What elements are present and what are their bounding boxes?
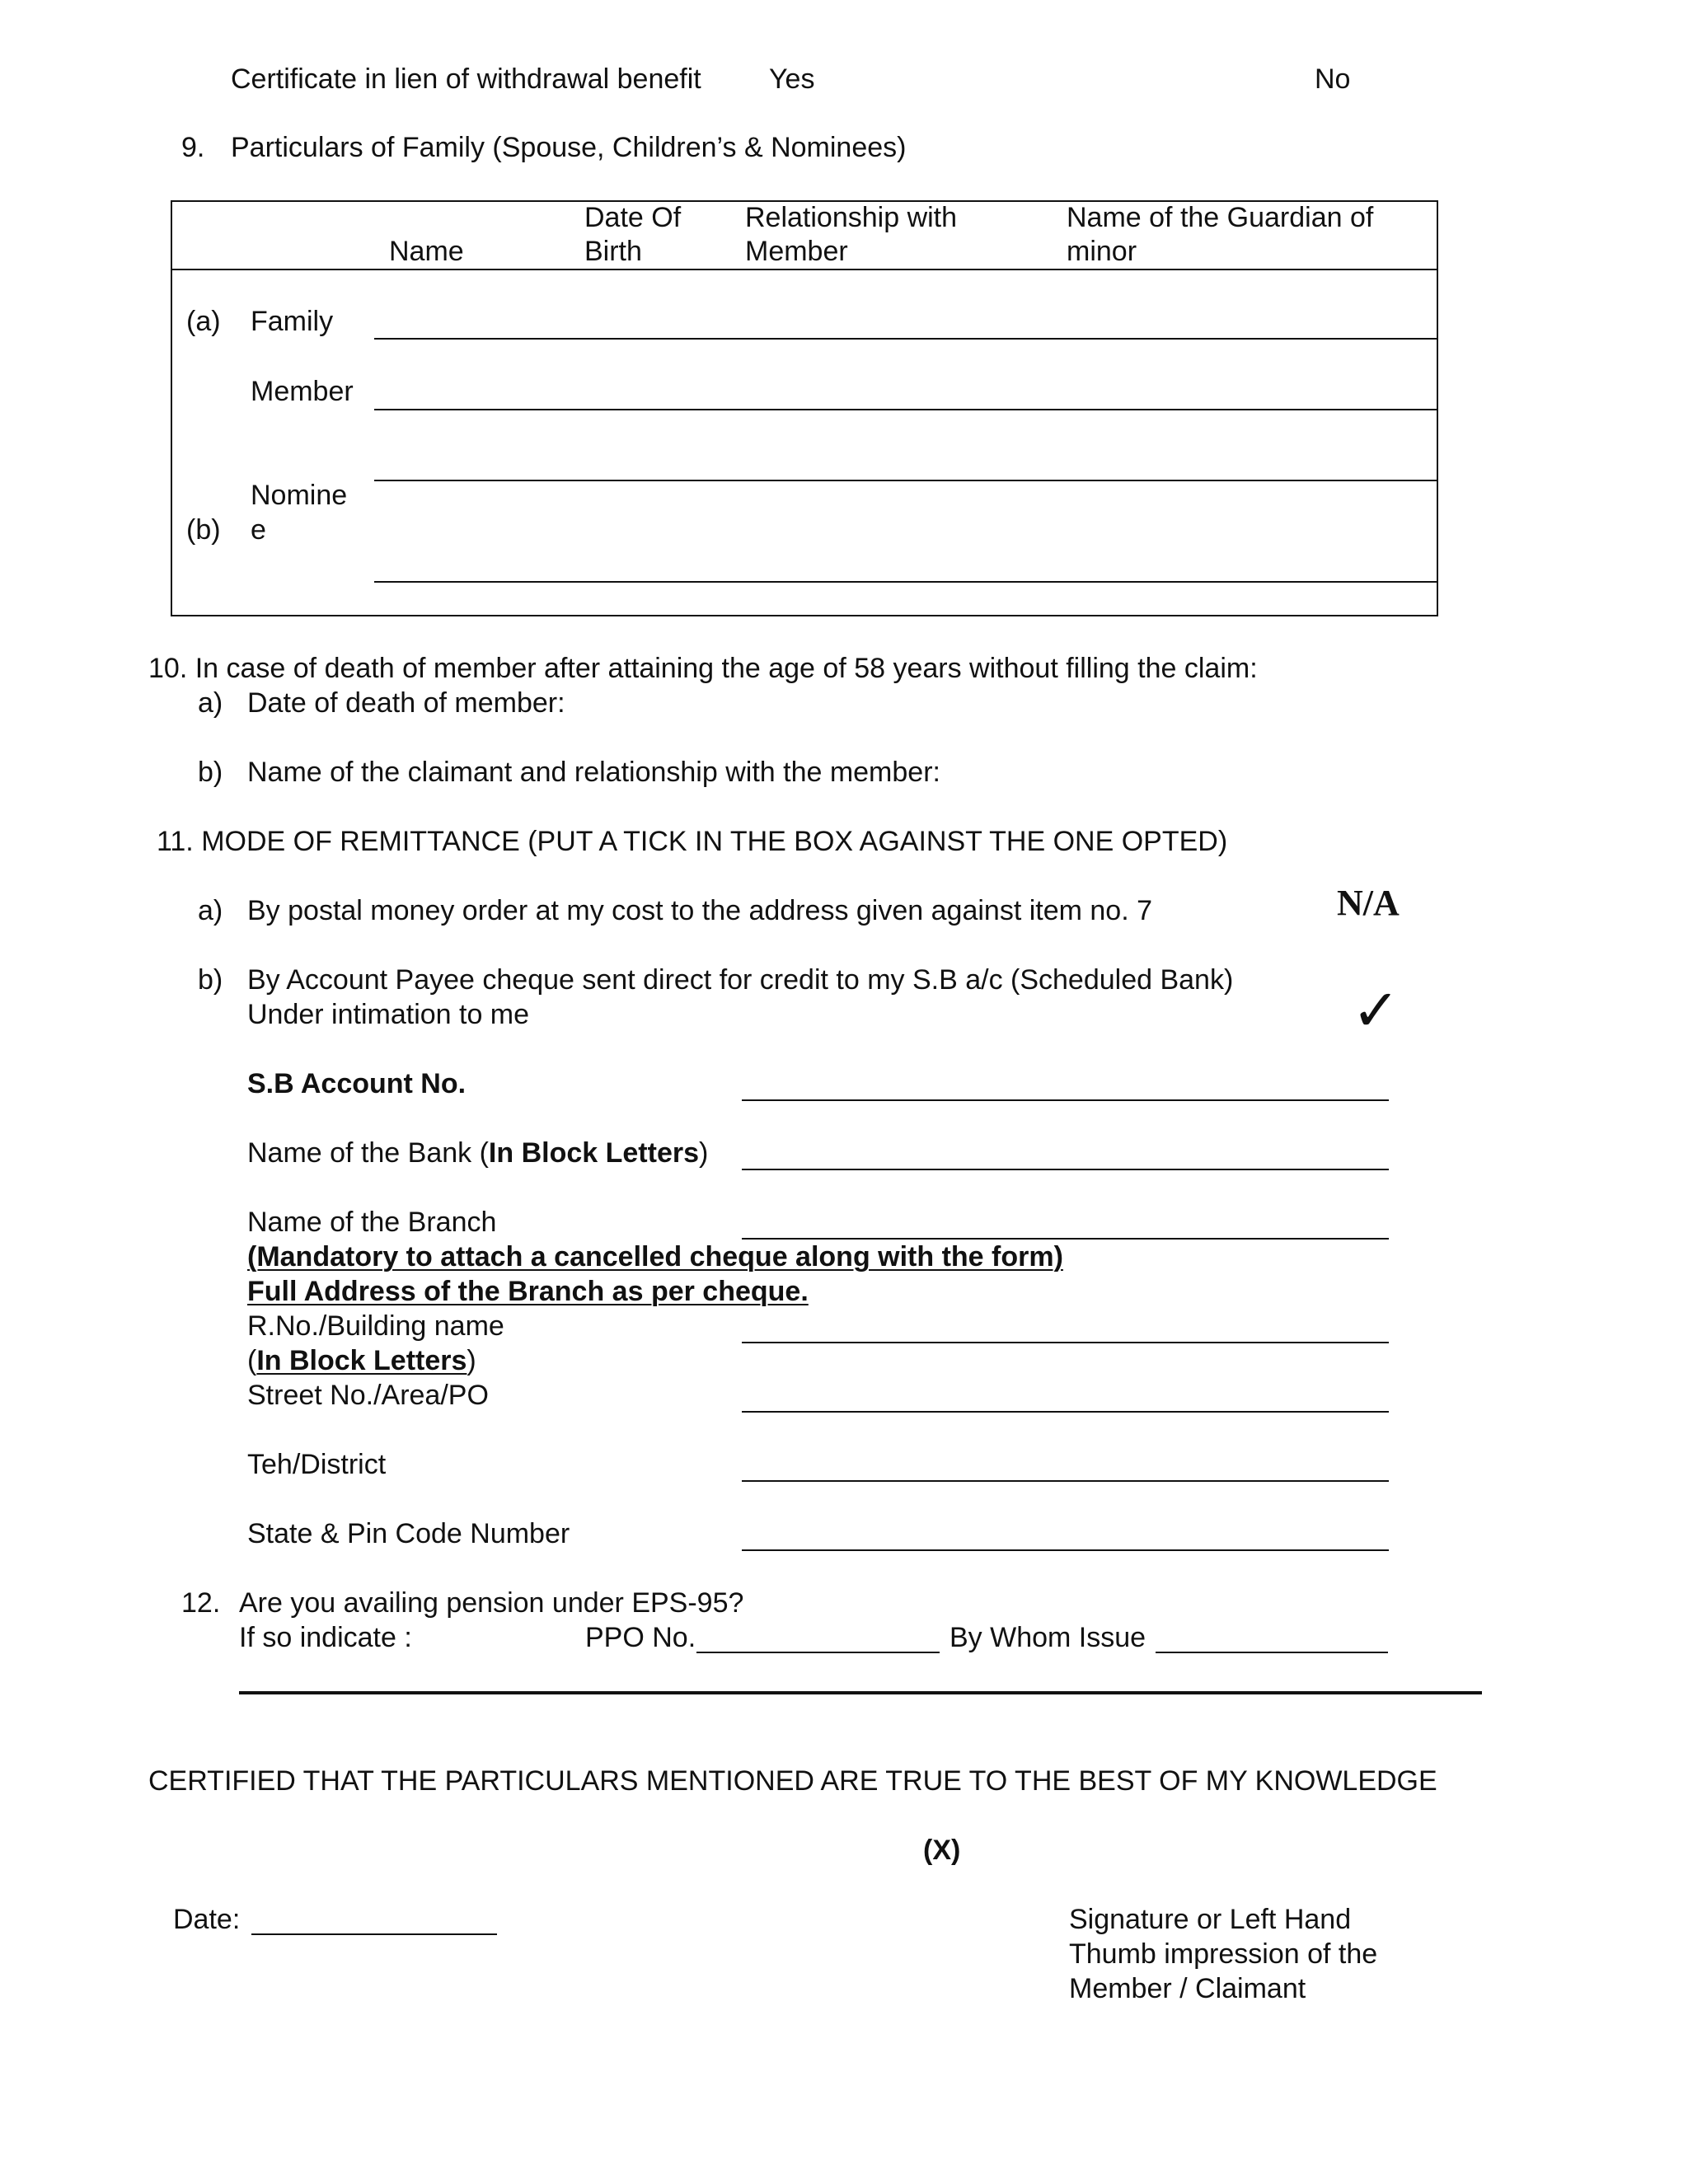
- block-letters-text: In Block Letters: [256, 1345, 467, 1376]
- section-11-b-marker: b): [198, 964, 223, 996]
- section-11-title: 11. MODE OF REMITTANCE (PUT A TICK IN THE BOX AGAINST THE ONE OPTED): [157, 826, 1228, 857]
- signature-label-1: Signature or Left Hand: [1069, 1904, 1352, 1935]
- account-payee-label-1: By Account Payee cheque sent direct for credit to my S.B a/c (Scheduled Bank): [247, 964, 1234, 996]
- signature-label-2: Thumb impression of the: [1069, 1938, 1378, 1970]
- eps-question: Are you availing pension under EPS-95?: [239, 1587, 744, 1619]
- family-member-line-1[interactable]: [374, 338, 1437, 340]
- nominee-line[interactable]: [374, 581, 1437, 583]
- postal-money-order-label: By postal money order at my cost to the address given against item no. 7: [247, 895, 1153, 926]
- by-whom-label: By Whom Issue: [950, 1622, 1146, 1653]
- row-a-marker: (a): [186, 306, 221, 337]
- col-header-guardian-2: minor: [1067, 236, 1137, 267]
- indicate-label: If so indicate :: [239, 1622, 412, 1653]
- block-prefix: (: [247, 1345, 257, 1376]
- building-label: R.No./Building name: [247, 1310, 504, 1342]
- full-address-heading: Full Address of the Branch as per cheque.: [247, 1276, 809, 1307]
- bank-name-label: [247, 1136, 708, 1170]
- branch-name-label: Name of the Branch: [247, 1207, 497, 1238]
- sb-account-field[interactable]: [742, 1099, 1389, 1101]
- bank-name-suffix: ): [699, 1137, 709, 1169]
- block-letters-note: [247, 1343, 476, 1378]
- certified-statement: CERTIFIED THAT THE PARTICULARS MENTIONED ARE TRUE TO THE BEST OF MY KNOWLEDGE: [148, 1765, 1437, 1797]
- section-divider: [239, 1691, 1482, 1694]
- row-a-label-1: Family: [251, 306, 334, 337]
- family-member-line-2[interactable]: [374, 409, 1437, 410]
- bank-name-field[interactable]: [742, 1169, 1389, 1170]
- col-header-relationship-2: Member: [745, 236, 848, 267]
- section-10-title: 10. In case of death of member after attaining the age of 58 years without filling the claim:: [148, 653, 1258, 684]
- state-pin-field[interactable]: [742, 1549, 1389, 1551]
- block-suffix: ): [467, 1345, 476, 1376]
- date-of-death-label: Date of death of member:: [247, 687, 565, 719]
- state-pin-label: State & Pin Code Number: [247, 1518, 570, 1549]
- col-header-guardian-1: Name of the Guardian of: [1067, 202, 1374, 233]
- section-9-title: Particulars of Family (Spouse, Children’s & Nominees): [231, 132, 907, 163]
- col-header-dob-1: Date Of: [584, 202, 682, 233]
- na-mark[interactable]: N/A: [1337, 883, 1400, 923]
- sb-account-label: S.B Account No.: [247, 1068, 467, 1099]
- section-12-number: 12.: [181, 1587, 221, 1619]
- no-option[interactable]: No: [1315, 63, 1351, 95]
- street-field[interactable]: [742, 1411, 1389, 1413]
- tick-mark-icon[interactable]: ✓: [1352, 980, 1400, 1043]
- bank-name-block-letters: In Block Letters: [488, 1137, 699, 1169]
- family-member-line-3[interactable]: [374, 480, 1437, 481]
- district-field[interactable]: [742, 1480, 1389, 1482]
- bank-name-prefix: Name of the Bank (: [247, 1137, 489, 1169]
- ppo-label: PPO No.: [585, 1622, 696, 1653]
- yes-option[interactable]: Yes: [769, 63, 815, 95]
- section-10-b-marker: b): [198, 757, 223, 788]
- mandatory-note: (Mandatory to attach a cancelled cheque along with the form): [247, 1241, 1063, 1272]
- row-b-label-1: Nomine: [251, 480, 348, 511]
- signature-label-3: Member / Claimant: [1069, 1973, 1306, 2004]
- signature-mark: (X): [923, 1835, 961, 1866]
- row-b-marker: (b): [186, 514, 221, 546]
- row-a-label-2: Member: [251, 376, 354, 407]
- account-payee-label-2: Under intimation to me: [247, 999, 530, 1030]
- family-table: [171, 200, 1438, 616]
- street-label: Street No./Area/PO: [247, 1380, 489, 1411]
- col-header-name: Name: [389, 236, 464, 267]
- section-9-number: 9.: [181, 132, 205, 163]
- ppo-field[interactable]: [696, 1652, 940, 1653]
- col-header-relationship-1: Relationship with: [745, 202, 958, 233]
- table-header-separator: [172, 269, 1437, 270]
- district-label: Teh/District: [247, 1449, 387, 1480]
- col-header-dob-2: Birth: [584, 236, 642, 267]
- section-10-a-marker: a): [198, 687, 223, 719]
- date-field[interactable]: [251, 1933, 497, 1935]
- by-whom-field[interactable]: [1156, 1652, 1388, 1653]
- row-b-label-2: e: [251, 514, 266, 546]
- claimant-label: Name of the claimant and relationship with the member:: [247, 757, 940, 788]
- date-label: Date:: [173, 1904, 241, 1935]
- section-11-a-marker: a): [198, 895, 223, 926]
- certificate-label: Certificate in lien of withdrawal benefit: [231, 63, 701, 95]
- building-field[interactable]: [742, 1342, 1389, 1343]
